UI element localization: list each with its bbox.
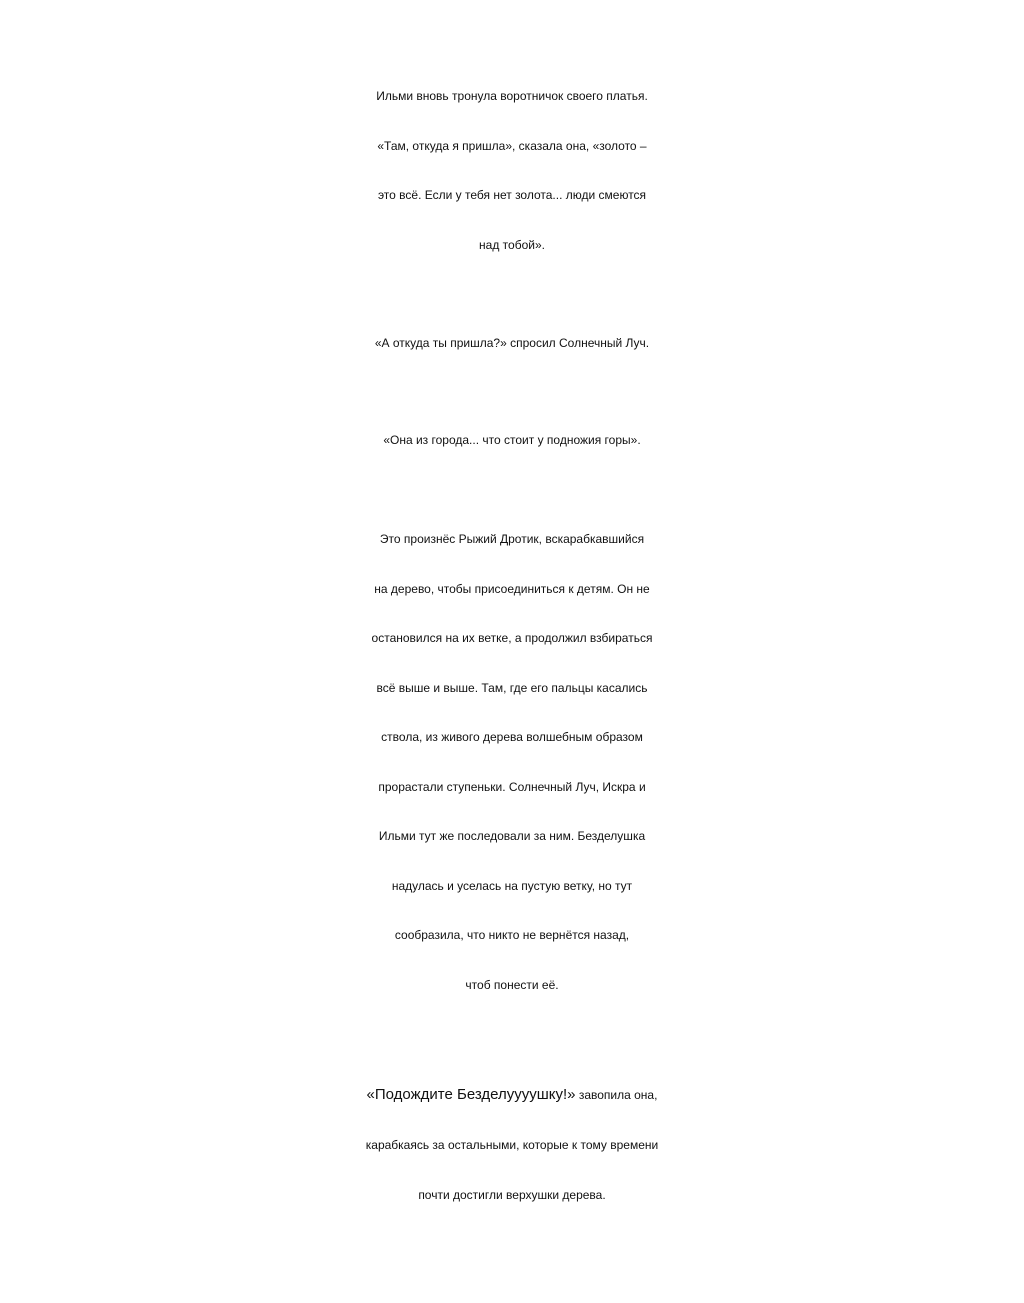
text-line: Ильми вновь тронула воротничок своего платья.	[376, 89, 648, 103]
shout-text: «Подождите Безделуууушку!»	[366, 1086, 576, 1103]
text-line: карабкаясь за остальными, которые к тому времени	[365, 1138, 659, 1152]
text-line: чтоб понести её.	[465, 977, 559, 992]
paragraph-1	[0, 72, 1024, 270]
text-line: это всё. Если у тебя нет золота... люди смеются	[377, 188, 647, 202]
paragraph-5	[0, 1070, 1024, 1220]
text-line: ствола, из живого дерева волшебным образом	[381, 730, 643, 744]
text-line: надулась и уселась на пустую ветку, но тут	[391, 878, 633, 893]
text-line: прорастали ступеньки. Солнечный Луч, Искра и	[378, 779, 646, 794]
text-line: Ильми тут же последовали за ним. Безделушка	[378, 829, 646, 843]
text-line: над тобой».	[479, 237, 545, 252]
text-line: сообразила, что никто не вернётся назад,	[394, 928, 630, 942]
text-line: всё выше и выше. Там, где его пальцы касались	[376, 680, 648, 695]
text-line: «Там, откуда я пришла», сказала она, «золото –	[377, 138, 647, 153]
text-line	[0, 1070, 1024, 1120]
paragraph-4	[0, 515, 1024, 1010]
text-line: остановился на их ветке, а продолжил взбираться	[371, 631, 653, 645]
text-line: «А откуда ты пришла?» спросил Солнечный Луч.	[374, 336, 650, 350]
paragraph-3	[0, 416, 1024, 466]
shout-rest-text: завопила она,	[575, 1088, 658, 1102]
text-line: на дерево, чтобы присоединиться к детям. Он не	[374, 581, 650, 596]
text-line: почти достигли верхушки дерева.	[418, 1188, 606, 1202]
paragraph-2	[0, 319, 1024, 369]
text-line: Это произнёс Рыжий Дротик, вскарабкавшийся	[379, 532, 645, 546]
text-line: «Она из города... что стоит у подножия горы».	[383, 433, 641, 447]
